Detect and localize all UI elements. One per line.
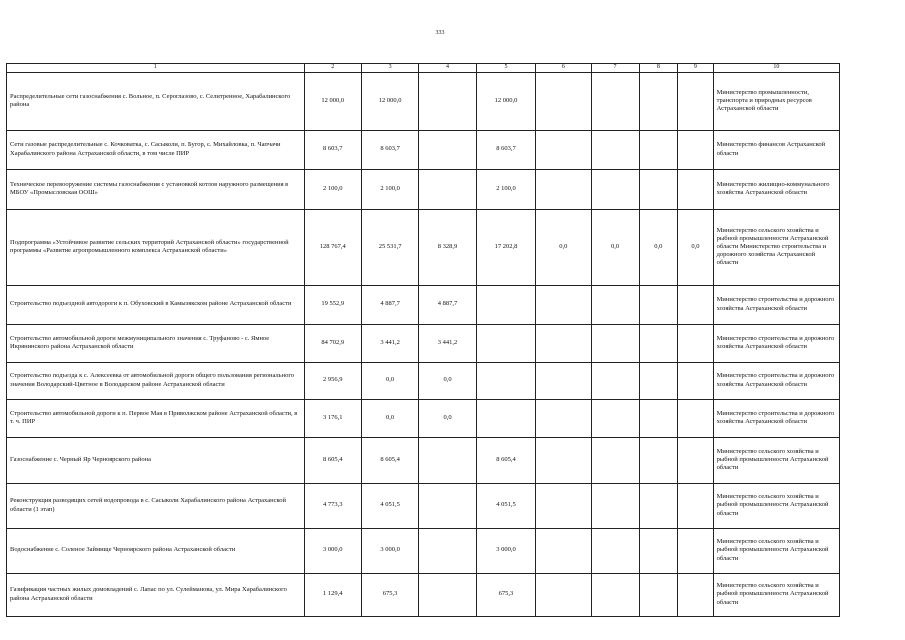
cell-c8 [639,399,678,437]
cell-c6 [536,399,591,437]
table-row [7,324,840,362]
table-row [7,362,840,399]
cell-c7 [591,130,639,169]
cell-c3: 25 531,7 [361,209,418,285]
table-row [7,573,840,616]
column-header-8: 8 [639,64,678,73]
column-header-5: 5 [476,64,535,73]
responsible-ministry: Министерство строительства и дорожного хозяйства Астраханской области [713,399,839,437]
cell-c2: 19 552,9 [304,285,361,324]
cell-c5: 12 000,0 [476,72,535,130]
cell-c4: 8 328,9 [419,209,476,285]
cell-c4 [419,573,476,616]
cell-c7: 0,0 [591,209,639,285]
cell-c2: 3 176,1 [304,399,361,437]
cell-c3: 4 887,7 [361,285,418,324]
cell-c3: 3 441,2 [361,324,418,362]
cell-c3: 8 605,4 [361,437,418,483]
cell-c9 [678,169,713,209]
cell-c4 [419,528,476,573]
cell-c2: 4 773,3 [304,483,361,528]
cell-c5: 3 000,0 [476,528,535,573]
cell-c8 [639,324,678,362]
responsible-ministry: Министерство строительства и дорожного хозяйства Астраханской области [713,324,839,362]
cell-c8 [639,437,678,483]
cell-c4: 4 887,7 [419,285,476,324]
cell-c4 [419,130,476,169]
table-body [7,72,840,616]
cell-c8 [639,573,678,616]
cell-c9 [678,324,713,362]
column-header-1: 1 [7,64,305,73]
cell-c2: 8 605,4 [304,437,361,483]
cell-c4 [419,437,476,483]
responsible-ministry: Министерство сельского хозяйства и рыбной промышленности Астраханской области [713,528,839,573]
column-header-7: 7 [591,64,639,73]
cell-c7 [591,285,639,324]
cell-c2: 1 129,4 [304,573,361,616]
header-row [7,64,840,73]
cell-c3: 2 100,0 [361,169,418,209]
cell-c2: 2 100,0 [304,169,361,209]
table-row [7,169,840,209]
responsible-ministry: Министерство сельского хозяйства и рыбной промышленности Астраханской области [713,483,839,528]
cell-c3: 0,0 [361,399,418,437]
row-description: Водоснабжение с. Соленое Займище Черноярского района Астраханской области [7,528,305,573]
cell-c7 [591,528,639,573]
cell-c3: 4 051,5 [361,483,418,528]
table-row [7,483,840,528]
cell-c5 [476,324,535,362]
responsible-ministry: Министерство финансов Астраханской области [713,130,839,169]
cell-c8 [639,130,678,169]
responsible-ministry: Министерство жилищно-коммунального хозяйства Астраханской области [713,169,839,209]
cell-c3: 8 603,7 [361,130,418,169]
column-header-10: 10 [713,64,839,73]
cell-c5 [476,362,535,399]
cell-c7 [591,169,639,209]
page-number: 333 [435,30,445,36]
column-header-4: 4 [419,64,476,73]
row-description: Строительство подъездной автодороги к п. Обуховский в Камызякском районе Астраханской области [7,285,305,324]
cell-c3: 3 000,0 [361,528,418,573]
cell-c9 [678,72,713,130]
cell-c2: 3 000,0 [304,528,361,573]
row-description: Реконструкция разводящих сетей водопровода в с. Сасыколи Харабалинского района Астраханской области (1 этап) [7,483,305,528]
cell-c6 [536,437,591,483]
cell-c2: 12 000,0 [304,72,361,130]
cell-c6 [536,324,591,362]
cell-c6 [536,483,591,528]
cell-c2: 128 767,4 [304,209,361,285]
cell-c8: 0,0 [639,209,678,285]
column-header-6: 6 [536,64,591,73]
cell-c9 [678,362,713,399]
cell-c2: 8 603,7 [304,130,361,169]
responsible-ministry: Министерство строительства и дорожного хозяйства Астраханской области [713,362,839,399]
cell-c9: 0,0 [678,209,713,285]
responsible-ministry: Министерство промышленности, транспорта и природных ресурсов Астраханской области [713,72,839,130]
row-description: Техническое перевооружение системы газоснабжения с установкой котлов наружного размещения в МБОУ «Промысловская ООШ» [7,169,305,209]
table-row [7,437,840,483]
cell-c7 [591,483,639,528]
cell-c5: 2 100,0 [476,169,535,209]
cell-c4: 0,0 [419,362,476,399]
cell-c6 [536,528,591,573]
cell-c9 [678,573,713,616]
column-header-3: 3 [361,64,418,73]
responsible-ministry: Министерство сельского хозяйства и рыбной промышленности Астраханской области [713,437,839,483]
cell-c5: 675,3 [476,573,535,616]
cell-c5 [476,399,535,437]
cell-c8 [639,72,678,130]
cell-c5: 8 603,7 [476,130,535,169]
column-header-2: 2 [304,64,361,73]
cell-c5 [476,285,535,324]
budget-table [6,63,840,617]
row-description: Подпрограмма «Устойчивое развитие сельских территорий Астраханской области» государственной программы «Развитие агропромышленного комплекса Астраханской области» [7,209,305,285]
row-description: Распределительные сети газоснабжения с. Вольное, п. Сероглазово, с. Селитренное, Харабалинского района [7,72,305,130]
cell-c6 [536,362,591,399]
table-row [7,399,840,437]
cell-c5: 8 605,4 [476,437,535,483]
cell-c8 [639,528,678,573]
cell-c6 [536,130,591,169]
responsible-ministry: Министерство сельского хозяйства и рыбной промышленности Астраханской области Министерство строительства и дорожного хозяйства Астраханской области [713,209,839,285]
row-description: Сети газовые распределительные с. Кочковатка, с. Сасыколи, п. Бугор, с. Михайловка, п. Чапчачи Харабалинского района Астраханской области, в том числе ПИР [7,130,305,169]
table-row [7,285,840,324]
cell-c9 [678,399,713,437]
cell-c7 [591,437,639,483]
cell-c9 [678,528,713,573]
table-row [7,209,840,285]
cell-c4: 3 441,2 [419,324,476,362]
cell-c4 [419,483,476,528]
cell-c7 [591,72,639,130]
column-header-9: 9 [678,64,713,73]
cell-c8 [639,169,678,209]
responsible-ministry: Министерство сельского хозяйства и рыбной промышленности Астраханской области [713,573,839,616]
cell-c3: 675,3 [361,573,418,616]
cell-c5: 17 202,8 [476,209,535,285]
row-description: Строительство подъезда к с. Алексеевка от автомобильной дороги общего пользования регионального значения Володарский-Цветное в Володарском районе Астраханской области [7,362,305,399]
cell-c2: 84 702,9 [304,324,361,362]
row-description: Строительство автомобильной дороги межмуниципального значения с. Труфаново - с. Ямное Икрянинского района Астраханской области [7,324,305,362]
row-description: Газоснабжение с. Черный Яр Черноярского района [7,437,305,483]
cell-c8 [639,362,678,399]
cell-c3: 12 000,0 [361,72,418,130]
cell-c6 [536,169,591,209]
table-row [7,72,840,130]
responsible-ministry: Министерство строительства и дорожного хозяйства Астраханской области [713,285,839,324]
cell-c9 [678,483,713,528]
cell-c6 [536,573,591,616]
row-description: Газификация частных жилых домовладений с. Лапас по ул. Сулейманова, ул. Мира Харабалинского района Астраханской области [7,573,305,616]
row-description: Строительство автомобильной дороги к п. Первое Мая в Приволжском районе Астраханской области, в т. ч. ПИР [7,399,305,437]
cell-c3: 0,0 [361,362,418,399]
table-row [7,528,840,573]
cell-c7 [591,362,639,399]
cell-c4 [419,72,476,130]
cell-c4: 0,0 [419,399,476,437]
cell-c8 [639,483,678,528]
cell-c7 [591,324,639,362]
cell-c7 [591,399,639,437]
table-row [7,130,840,169]
cell-c9 [678,437,713,483]
cell-c2: 2 956,9 [304,362,361,399]
cell-c9 [678,130,713,169]
cell-c6 [536,285,591,324]
cell-c6: 0,0 [536,209,591,285]
cell-c6 [536,72,591,130]
cell-c4 [419,169,476,209]
cell-c7 [591,573,639,616]
cell-c8 [639,285,678,324]
cell-c9 [678,285,713,324]
cell-c5: 4 051,5 [476,483,535,528]
